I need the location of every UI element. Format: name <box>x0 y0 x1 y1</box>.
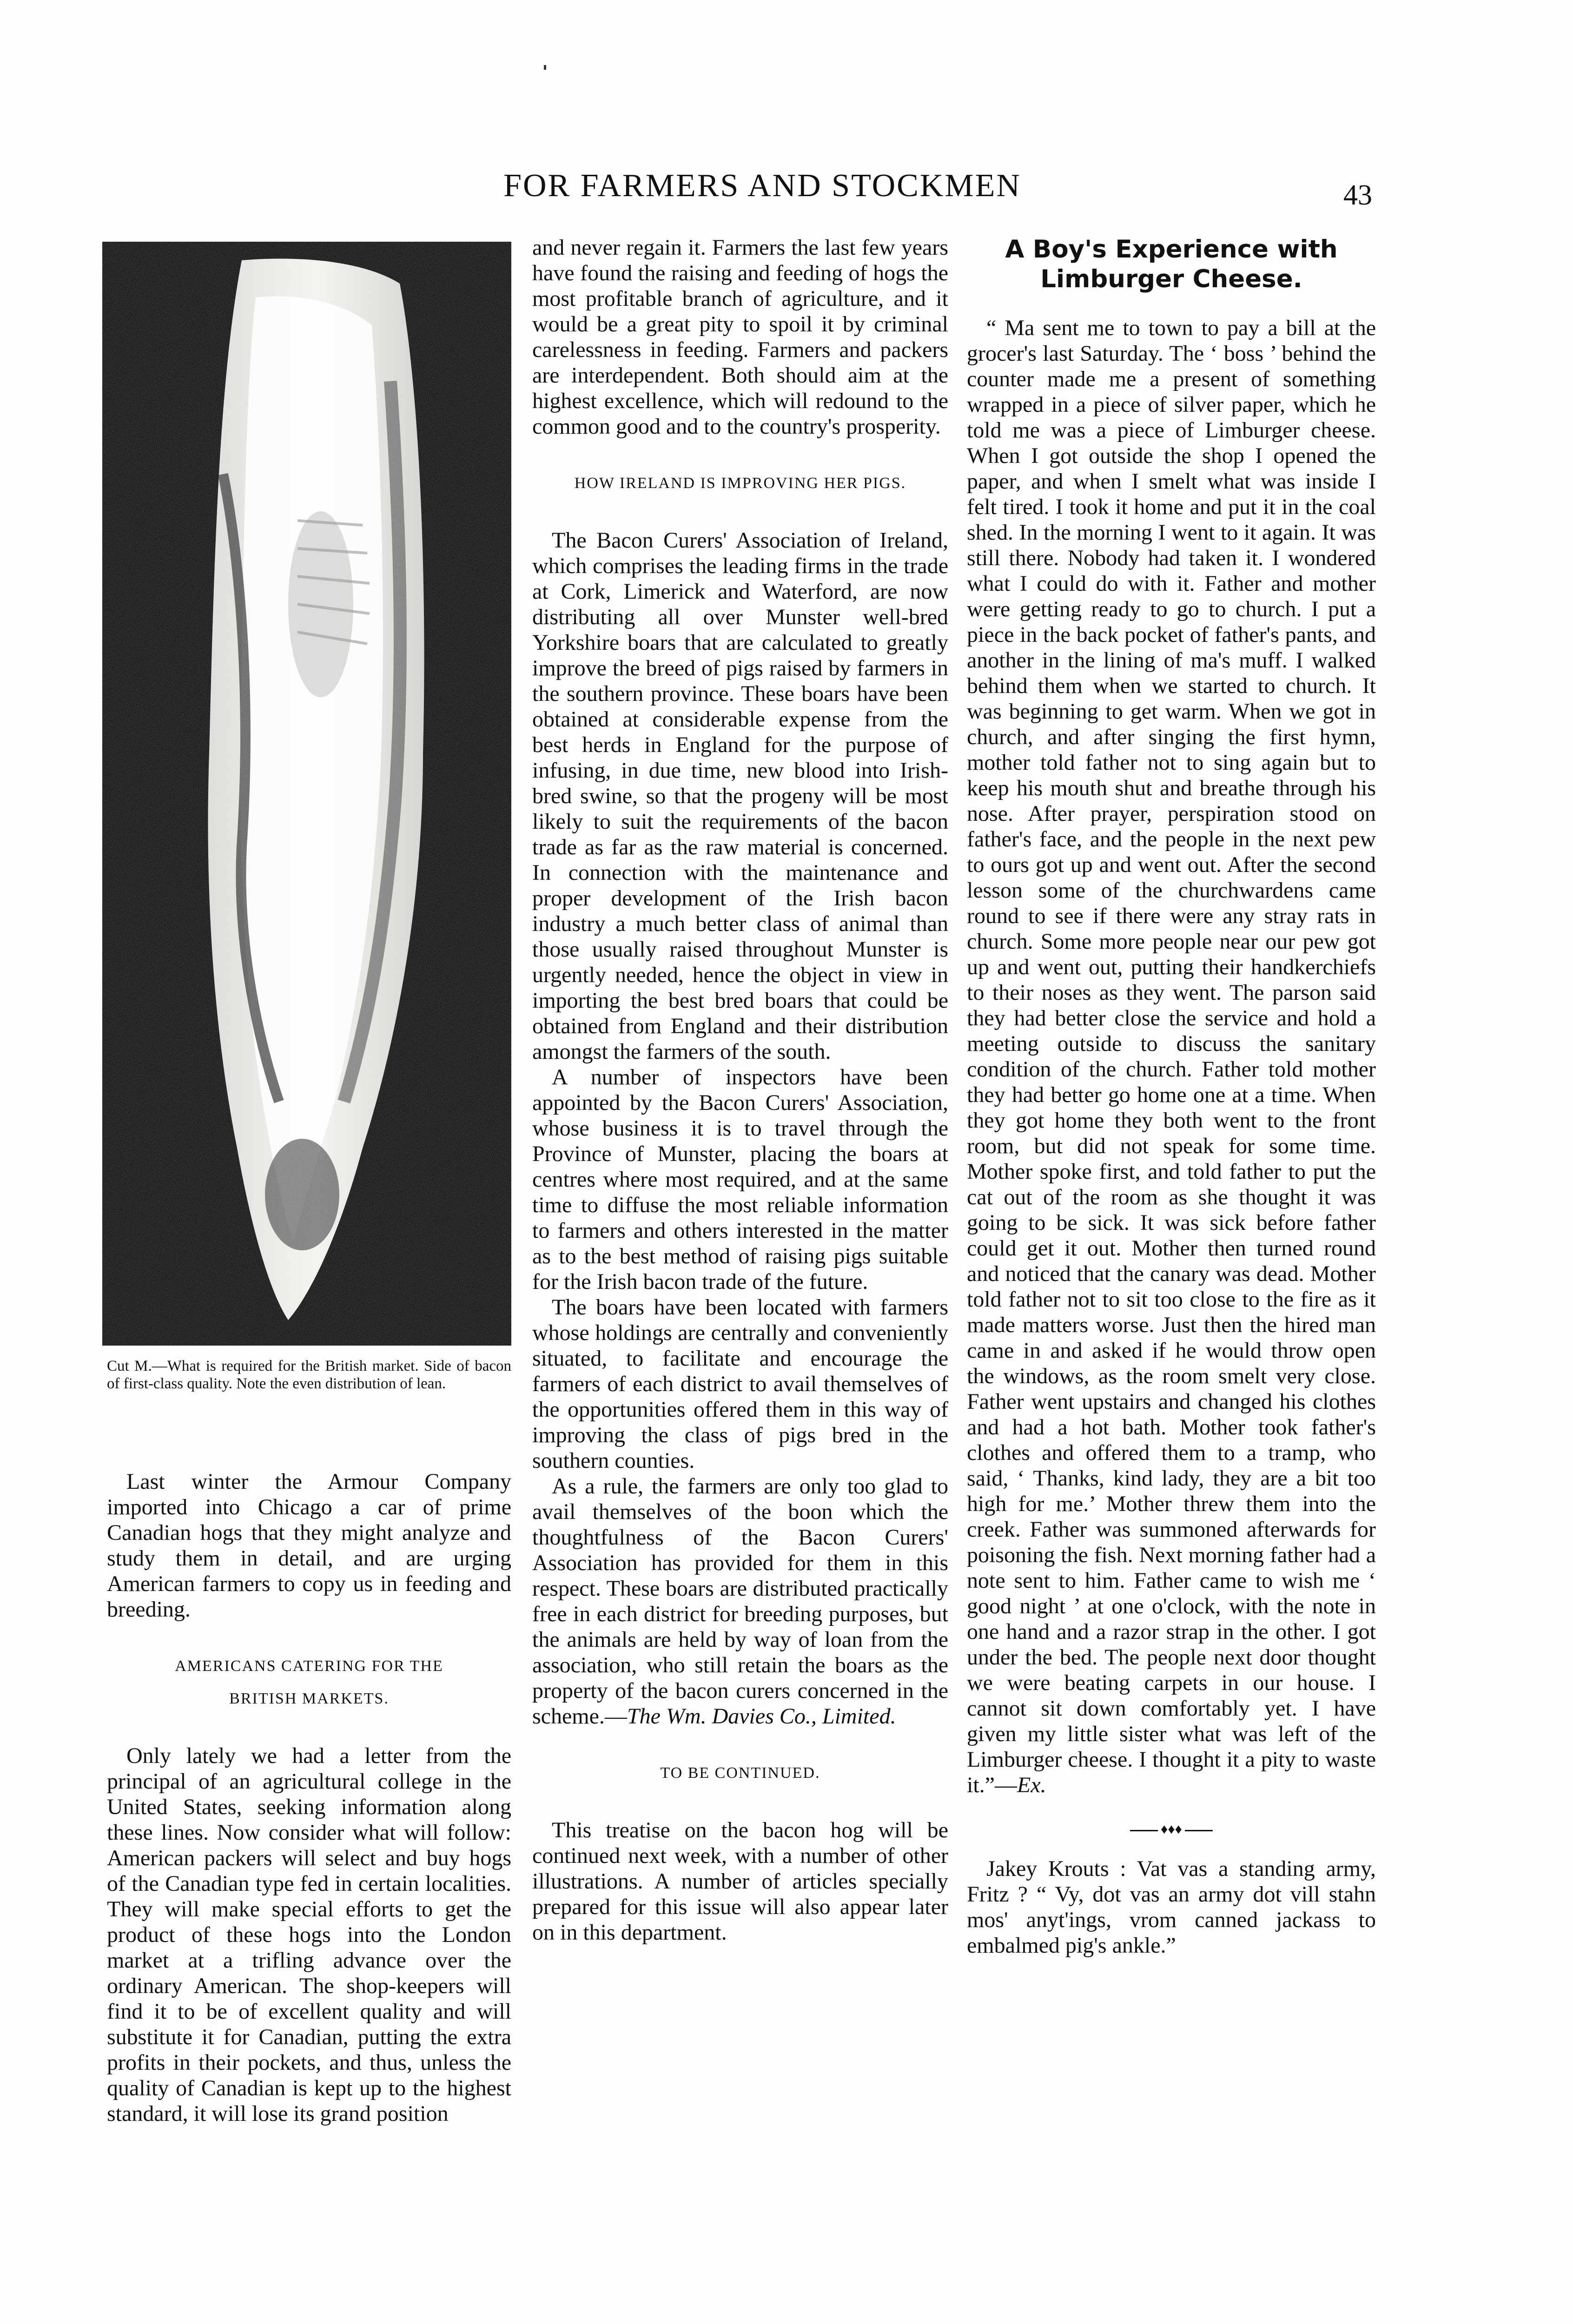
section-heading: HOW IRELAND IS IMPROVING HER PIGS. <box>574 475 906 492</box>
article-title: A Boy's Experience with Limburger Cheese. <box>1005 235 1338 293</box>
section-heading-line-1: AMERICANS CATERING FOR THE <box>175 1657 443 1675</box>
column-2 <box>532 235 948 1945</box>
bacon-side-icon <box>102 242 511 1346</box>
figure-caption: Cut M.—What is required for the British market. Side of bacon of first-class quality. Note the even distribution of lean. <box>107 1358 511 1392</box>
bacon-side-photo <box>102 242 511 1346</box>
ink-speck <box>544 65 546 70</box>
paragraph <box>532 1473 948 1729</box>
diamond-ornament-icon: ♦♦♦ <box>1161 1822 1182 1837</box>
column-1 <box>107 1469 511 2126</box>
article-credit: The Wm. Davies Co., Limited. <box>627 1704 896 1729</box>
paragraph-text: As a rule, the farmers are only too glad to avail themselves of the boon which the thoughtfulness of the Bacon Curers' Association has provided for them in this respect. These boars are distributed practically free in each district for breeding purposes, but the animals are held by way of loan from the association, who still retain the boars as the property of the bacon curers concerned in the scheme.— <box>532 1474 948 1729</box>
page-number: 43 <box>1343 179 1372 211</box>
article-credit: Ex. <box>1017 1773 1046 1797</box>
paragraph: Only lately we had a letter from the principal of an agricultural college in the United States, seeking information along these lines. Now consider what will follow: American packers will select and buy hogs of the Canadian type fed in certain localities. They will make special efforts to get the product of these hogs into the London market at a trifling advance over the ordinary American. The shop-keepers will find it to be of excellent quality and will substitute it for Canadian, putting the extra profits in their pockets, and thus, unless the quality of Canadian is kept up to the highest standard, it will lose its grand position <box>107 1743 511 2126</box>
paragraph: and never regain it. Farmers the last few years have found the raising and feeding of hogs the most profitable branch of agriculture, and it would be a great pity to spoil it by criminal carelessness in feeding. Farmers and packers are interdependent. Both should aim at the highest excellence, which will redound to the common good and to the country's prosperity. <box>532 235 948 439</box>
divider-line <box>1185 1830 1213 1831</box>
section-heading-line-2: BRITISH MARKETS. <box>229 1690 389 1707</box>
paragraph: Jakey Krouts : Vat vas a standing army, Fritz ? “ Vy, dot vas an army dot vill stahn mos' anyt'ings, vrom canned jackass to embalmed pig's ankle.” <box>967 1856 1376 1958</box>
paragraph: This treatise on the bacon hog will be continued next week, with a number of other illustrations. A number of articles specially prepared for this issue will also appear later on in this department. <box>532 1818 948 1945</box>
paragraph: Last winter the Armour Company imported into Chicago a car of prime Canadian hogs that they might analyze and study them in detail, and are urging American farmers to copy us in feeding and breeding. <box>107 1469 511 1622</box>
page-header-title: FOR FARMERS AND STOCKMEN <box>503 168 1021 204</box>
paragraph: A number of inspectors have been appointed by the Bacon Curers' Association, whose business it is to travel through the Province of Munster, placing the boars at centres where most required, and at the same time to diffuse the most reliable information to farmers and others interested in the matter as to the best method of raising pigs suitable for the Irish bacon trade of the future. <box>532 1065 948 1294</box>
divider-line <box>1130 1830 1158 1831</box>
column-3 <box>967 235 1376 1958</box>
paragraph-text: “ Ma sent me to town to pay a bill at the grocer's last Saturday. The ‘ boss ’ behind the counter made me a present of something wrapped in a piece of silver paper, which he told me was a piece of Limburger cheese. When I got outside the shop I opened the paper, and when I smelt what was inside I felt tired. I took it home and put it in the coal shed. In the morning I went to it again. It was still there. Nobody had taken it. I wondered what I could do with it. Father and mother were getting ready to go to church. I put a piece in the back pocket of father's pants, and another in the lining of ma's muff. I walked behind them when we started to church. It was beginning to get warm. When we got in church, and after singing the first hymn, mother told father not to sing again but to keep his mouth shut and breathe through his nose. After prayer, perspiration stood on father's face, and the people in the next pew to ours got up and went out. After the second lesson some of the churchwardens came round to see if there were any stray rats in church. Some more people near our pew got up and went out, putting their handkerchiefs to their noses as they went. The parson said they had better close the service and hold a meeting outside to discuss the sanitary condition of the church. Father told mother they had better go home one at a time. When they got home they both went to the front room, but did not speak for some time. Mother spoke first, and told father to put the cat out of the room as she thought it was going to be sick. It was sick before father could get it out. Mother then turned round and noticed that the canary was dead. Mother told father not to sit too close to the fire as it made matters worse. Just then the hired man came in and asked if he would throw open the windows, as the room smelt very close. Father went upstairs and changed his clothes and had a hot bath. Mother took father's clothes and offered them to a tramp, who said, ‘ Thanks, kind lady, they are a bit too high for me.’ Mother threw them into the creek. Father was summoned afterwards for poisoning the fish. Next morning father had a note sent to him. Father came to wish me ‘ good night ’ at one o'clock, with the note in one hand and a razor strap in the other. I got under the bed. The people next door thought we were beating carpets in our house. I cannot sit down comfortably yet. I have given my little sister what was left of the Limburger cheese. I thought it a pity to waste it.”— <box>967 316 1376 1797</box>
paragraph <box>967 315 1376 1798</box>
paragraph: The boars have been located with farmers whose holdings are centrally and conveniently situated, to facilitate and encourage the farmers of each district to avail themselves of the opportunities offered them in this way of improving the class of pigs bred in the southern counties. <box>532 1295 948 1473</box>
section-heading <box>107 1650 511 1715</box>
ornament-divider <box>967 1816 1376 1842</box>
section-heading: TO BE CONTINUED. <box>660 1764 820 1782</box>
paragraph: The Bacon Curers' Association of Ireland, which comprises the leading firms in the trade at Cork, Limerick and Waterford, are now distributing all over Munster well-bred Yorkshire boars that are calculated to greatly improve the breed of pigs raised by farmers in the southern province. These boars have been obtained at considerable expense from the best herds in England for the purpose of infusing, in due time, new blood into Irish-bred swine, so that the progeny will be most likely to suit the requirements of the bacon trade as far as the raw material is concerned. In connection with the maintenance and proper development of the Irish bacon industry a much better class of animal than those usually raised throughout Munster is urgently needed, hence the object in view in importing the best bred boars that could be obtained from England and their distribution amongst the farmers of the south. <box>532 528 948 1064</box>
